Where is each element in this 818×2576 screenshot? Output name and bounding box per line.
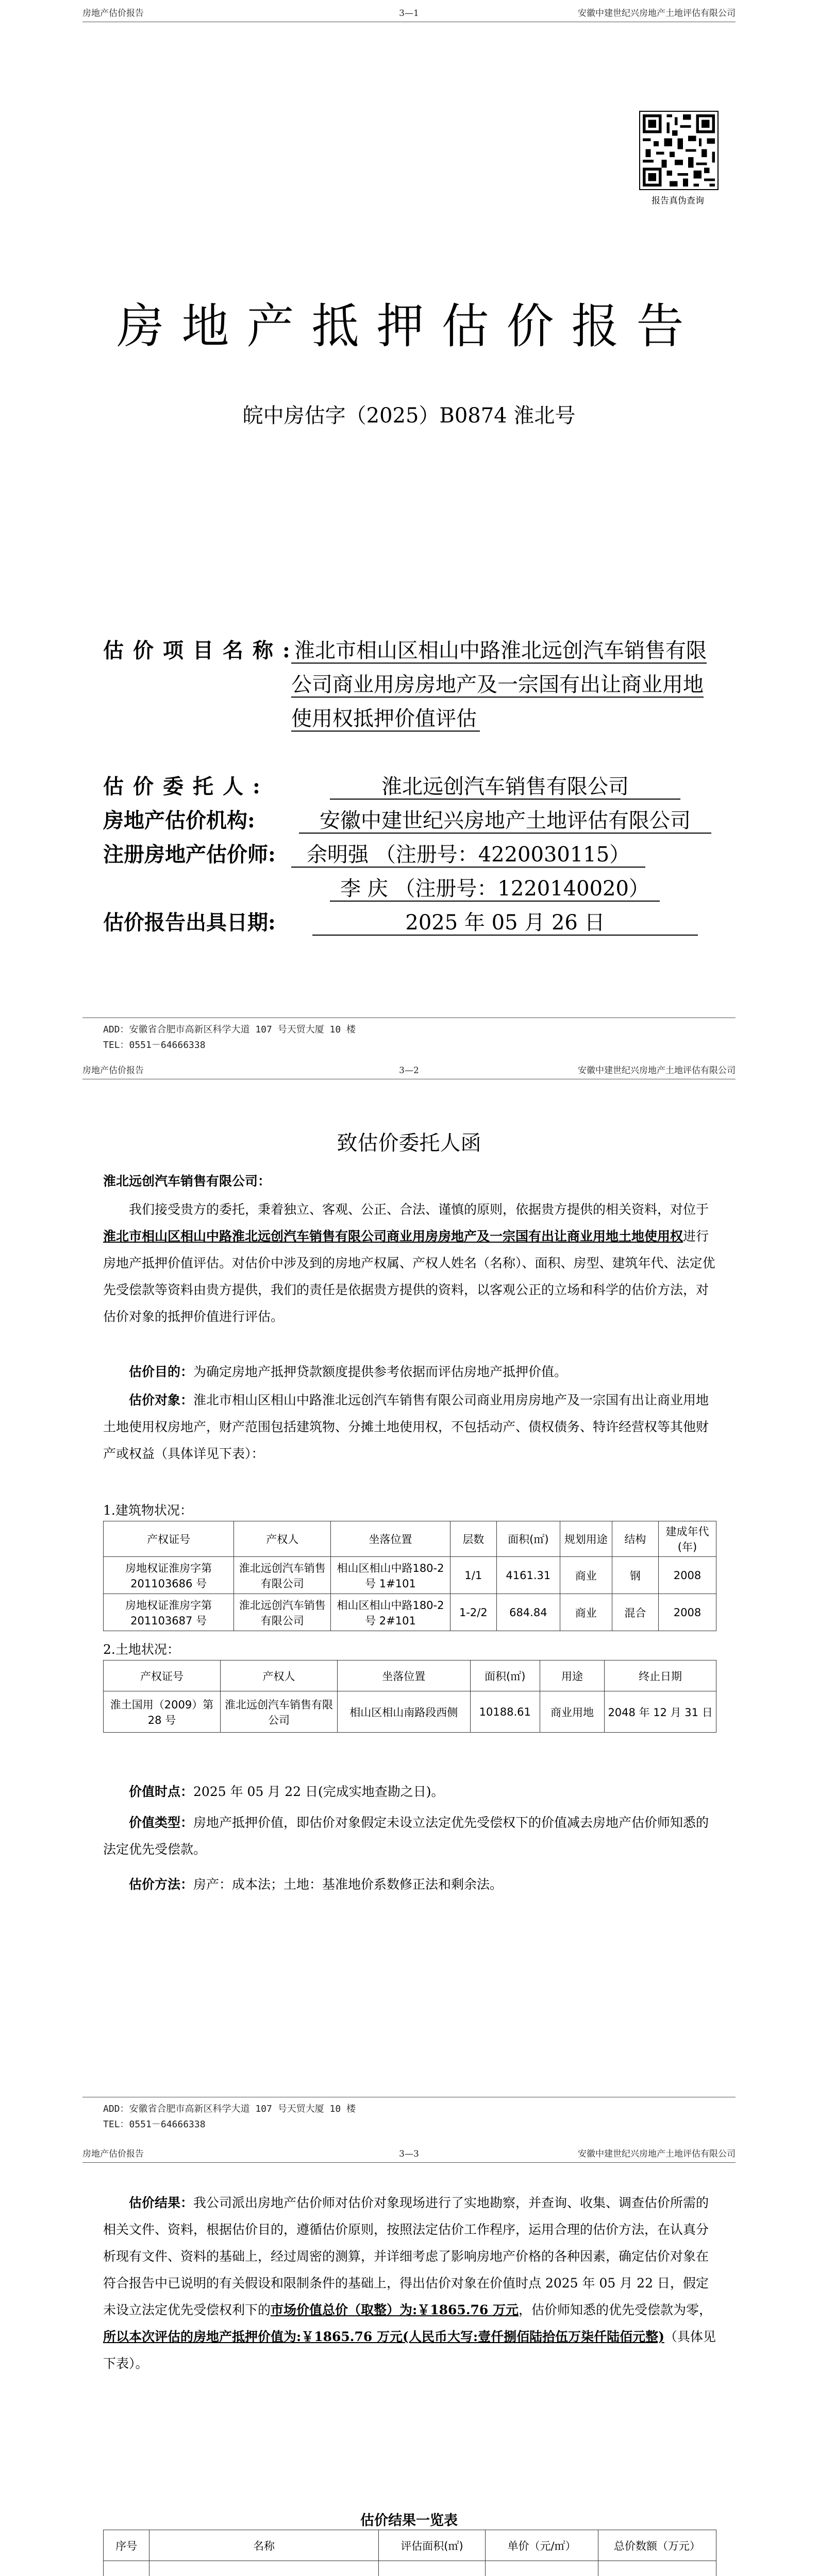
buildings-caption: 1.建筑物状况：: [103, 1503, 193, 1518]
project-label: 估价项目名称:: [103, 638, 299, 663]
date-label: 估价报告出具日期:: [103, 910, 276, 935]
header-right: 安徽中建世纪兴房地产土地评估有限公司: [578, 8, 736, 19]
letter-page-1: [0, 1057, 818, 2139]
letter-value-type: 价值类型：房地产抵押价值，即估价对象假定未设立法定优先受偿权下的价值减去房地产估价师知悉的法定优先受偿款。: [103, 1815, 709, 1857]
letter-title: 致估价委托人函: [337, 1131, 481, 1155]
letter-object: 估价对象：淮北市相山区相山中路淮北远创汽车销售有限公司商业用房房地产及一宗国有出让商业用地土地使用权房地产，财产范围包括建筑物、分摊土地使用权，不包括动产、债权债务、特许经营权等其他财产或权益（具体详见下表）：: [103, 1393, 709, 1461]
table-row: 房地权证淮房字第201103687 号 淮北远创汽车销售有限公司 相山区相山中路180-2 号 2#101 1-2/2 684.84 商业 混合 2008: [104, 1594, 716, 1631]
table-row: [104, 2561, 716, 2576]
page-footer: ADD：安徽省合肥市高新区科学大道 107 号天贸大厦 10 楼 TEL：0551－64666338: [82, 2097, 736, 2133]
agency-value: 安徽中建世纪兴房地产土地评估有限公司: [291, 804, 719, 838]
appraiser-1: 余明强 （注册号：4220030115）: [291, 838, 719, 872]
qr-caption: 报告真伪查询: [652, 196, 704, 206]
project-value: 淮北市相山区相山中路淮北远创汽车销售有限公司商业用房房地产及一宗国有出让商业用地使用权抵押价值评估: [291, 639, 707, 731]
header-left: 房地产估价报告: [82, 8, 144, 19]
letter-result: 估价结果：我公司派出房地产估价师对估价对象现场进行了实地勘察，并查询、收集、调查估价所需的相关文件、资料，根据估价目的，遵循估价原则，按照法定估价工作程序，运用合理的估价方法，在认真分析现有文件、资料的基础上，经过周密的测算，并详细考虑了影响房地产价格的各种因素，确定估价对象在符合报告中已说明的有关假设和限制条件的基础上，得出估价对象在价值时点 2025 年 05 月 22 日，假定未设立法定优先受偿权利下的市场价值总价（取整）为:￥1865.76 万元，估价师知悉的优先受偿款为零，所以本次评估的房地产抵押价值为:￥1865.76 万元(人民币大写:壹仟捌佰陆拾伍万柒仟陆佰元整)（具体见下表）。: [103, 2195, 716, 2371]
cover-page: [0, 0, 818, 1056]
letter-purpose: 估价目的：为确定房地产抵押贷款额度提供参考依据而评估房地产抵押价值。: [129, 1364, 567, 1379]
summary-table: 序号 名称 评估面积(㎡) 单价（元/㎡） 总价数额（万元）: [103, 2530, 716, 2576]
table-row: 房地权证淮房字第201103686 号 淮北远创汽车销售有限公司 相山区相山中路180-2 号 1#101 1/1 4161.31 商业 钢 2008: [104, 1557, 716, 1594]
land-table: 产权证号 产权人 坐落位置 面积(㎡) 用途 终止日期 淮土国用（2009）第28 号 淮北远创汽车销售有限公司 相山区相山南路段西侧 10188.61 商业用地 2048 年 12 月 31 日: [103, 1660, 716, 1733]
summary-title: 估价结果一览表: [360, 2513, 458, 2529]
buildings-table: 产权证号 产权人 坐落位置 层数 面积(㎡) 规划用途 结构 建成年代(年) 房地权证淮房字第201103686 号 淮北远创汽车销售有限公司 相山区相山中路180-2 号 1#101 1/1 4161.31 商业 钢 2008 房地权证淮房字第201103687 号 淮北远创汽车销售有限公司 相山区相山中路180-2 号 2#101 1-2/2 684.84 商业 混合 2008: [103, 1521, 716, 1631]
cover-info-block: [103, 634, 722, 943]
client-value: 淮北远创汽车销售有限公司: [291, 770, 719, 804]
agency-label: 房地产估价机构:: [103, 808, 255, 833]
report-title: 房地产抵押估价报告: [116, 299, 702, 354]
date-value: 2025 年 05 月 26 日: [291, 906, 719, 940]
page-footer: ADD：安徽省合肥市高新区科学大道 107 号天贸大厦 10 楼 TEL：0551－64666338: [82, 1018, 736, 1054]
land-caption: 2.土地状况：: [103, 1642, 180, 1657]
letter-paragraph-1: 我们接受贵方的委托，秉着独立、客观、公正、合法、谨慎的原则，依据贵方提供的相关资料，对位于淮北市相山区相山中路淮北远创汽车销售有限公司商业用房房地产及一宗国有出让商业用地土地使用权进行房地产抵押价值评估。对估价中涉及到的房地产权属、产权人姓名（名称）、面积、房型、建筑年代、法定优先受偿款等资料由贵方提供，我们的责任是依据贵方提供的资料，以客观公正的立场和科学的估价方法，对估价对象的抵押价值进行评估。: [103, 1202, 715, 1324]
header-page-number: 3—1: [399, 8, 419, 19]
appraiser-label: 注册房地产估价师:: [103, 842, 276, 867]
page-header: 房地产估价报告 3—2 安徽中建世纪兴房地产土地评估有限公司: [82, 1064, 736, 1079]
letter-page-2: [0, 2141, 818, 2576]
letter-value-date: 价值时点：2025 年 05 月 22 日(完成实地查勘之日)。: [129, 1784, 444, 1799]
table-row: 淮土国用（2009）第28 号 淮北远创汽车销售有限公司 相山区相山南路段西侧 10188.61 商业用地 2048 年 12 月 31 日: [104, 1691, 716, 1733]
client-label: 估价委托人:: [103, 774, 270, 799]
qr-code[interactable]: [639, 111, 719, 190]
letter-method: 估价方法：房产：成本法；土地：基准地价系数修正法和剩余法。: [129, 1877, 503, 1892]
report-ref-number: 皖中房估字（2025）B0874 淮北号: [242, 404, 576, 428]
page-header: [82, 7, 736, 22]
appraiser-2: 李 庆 （注册号：1220140020）: [330, 872, 758, 906]
page-header: 房地产估价报告 3—3 安徽中建世纪兴房地产土地评估有限公司: [82, 2148, 736, 2163]
letter-recipient: 淮北远创汽车销售有限公司：: [103, 1174, 271, 1189]
